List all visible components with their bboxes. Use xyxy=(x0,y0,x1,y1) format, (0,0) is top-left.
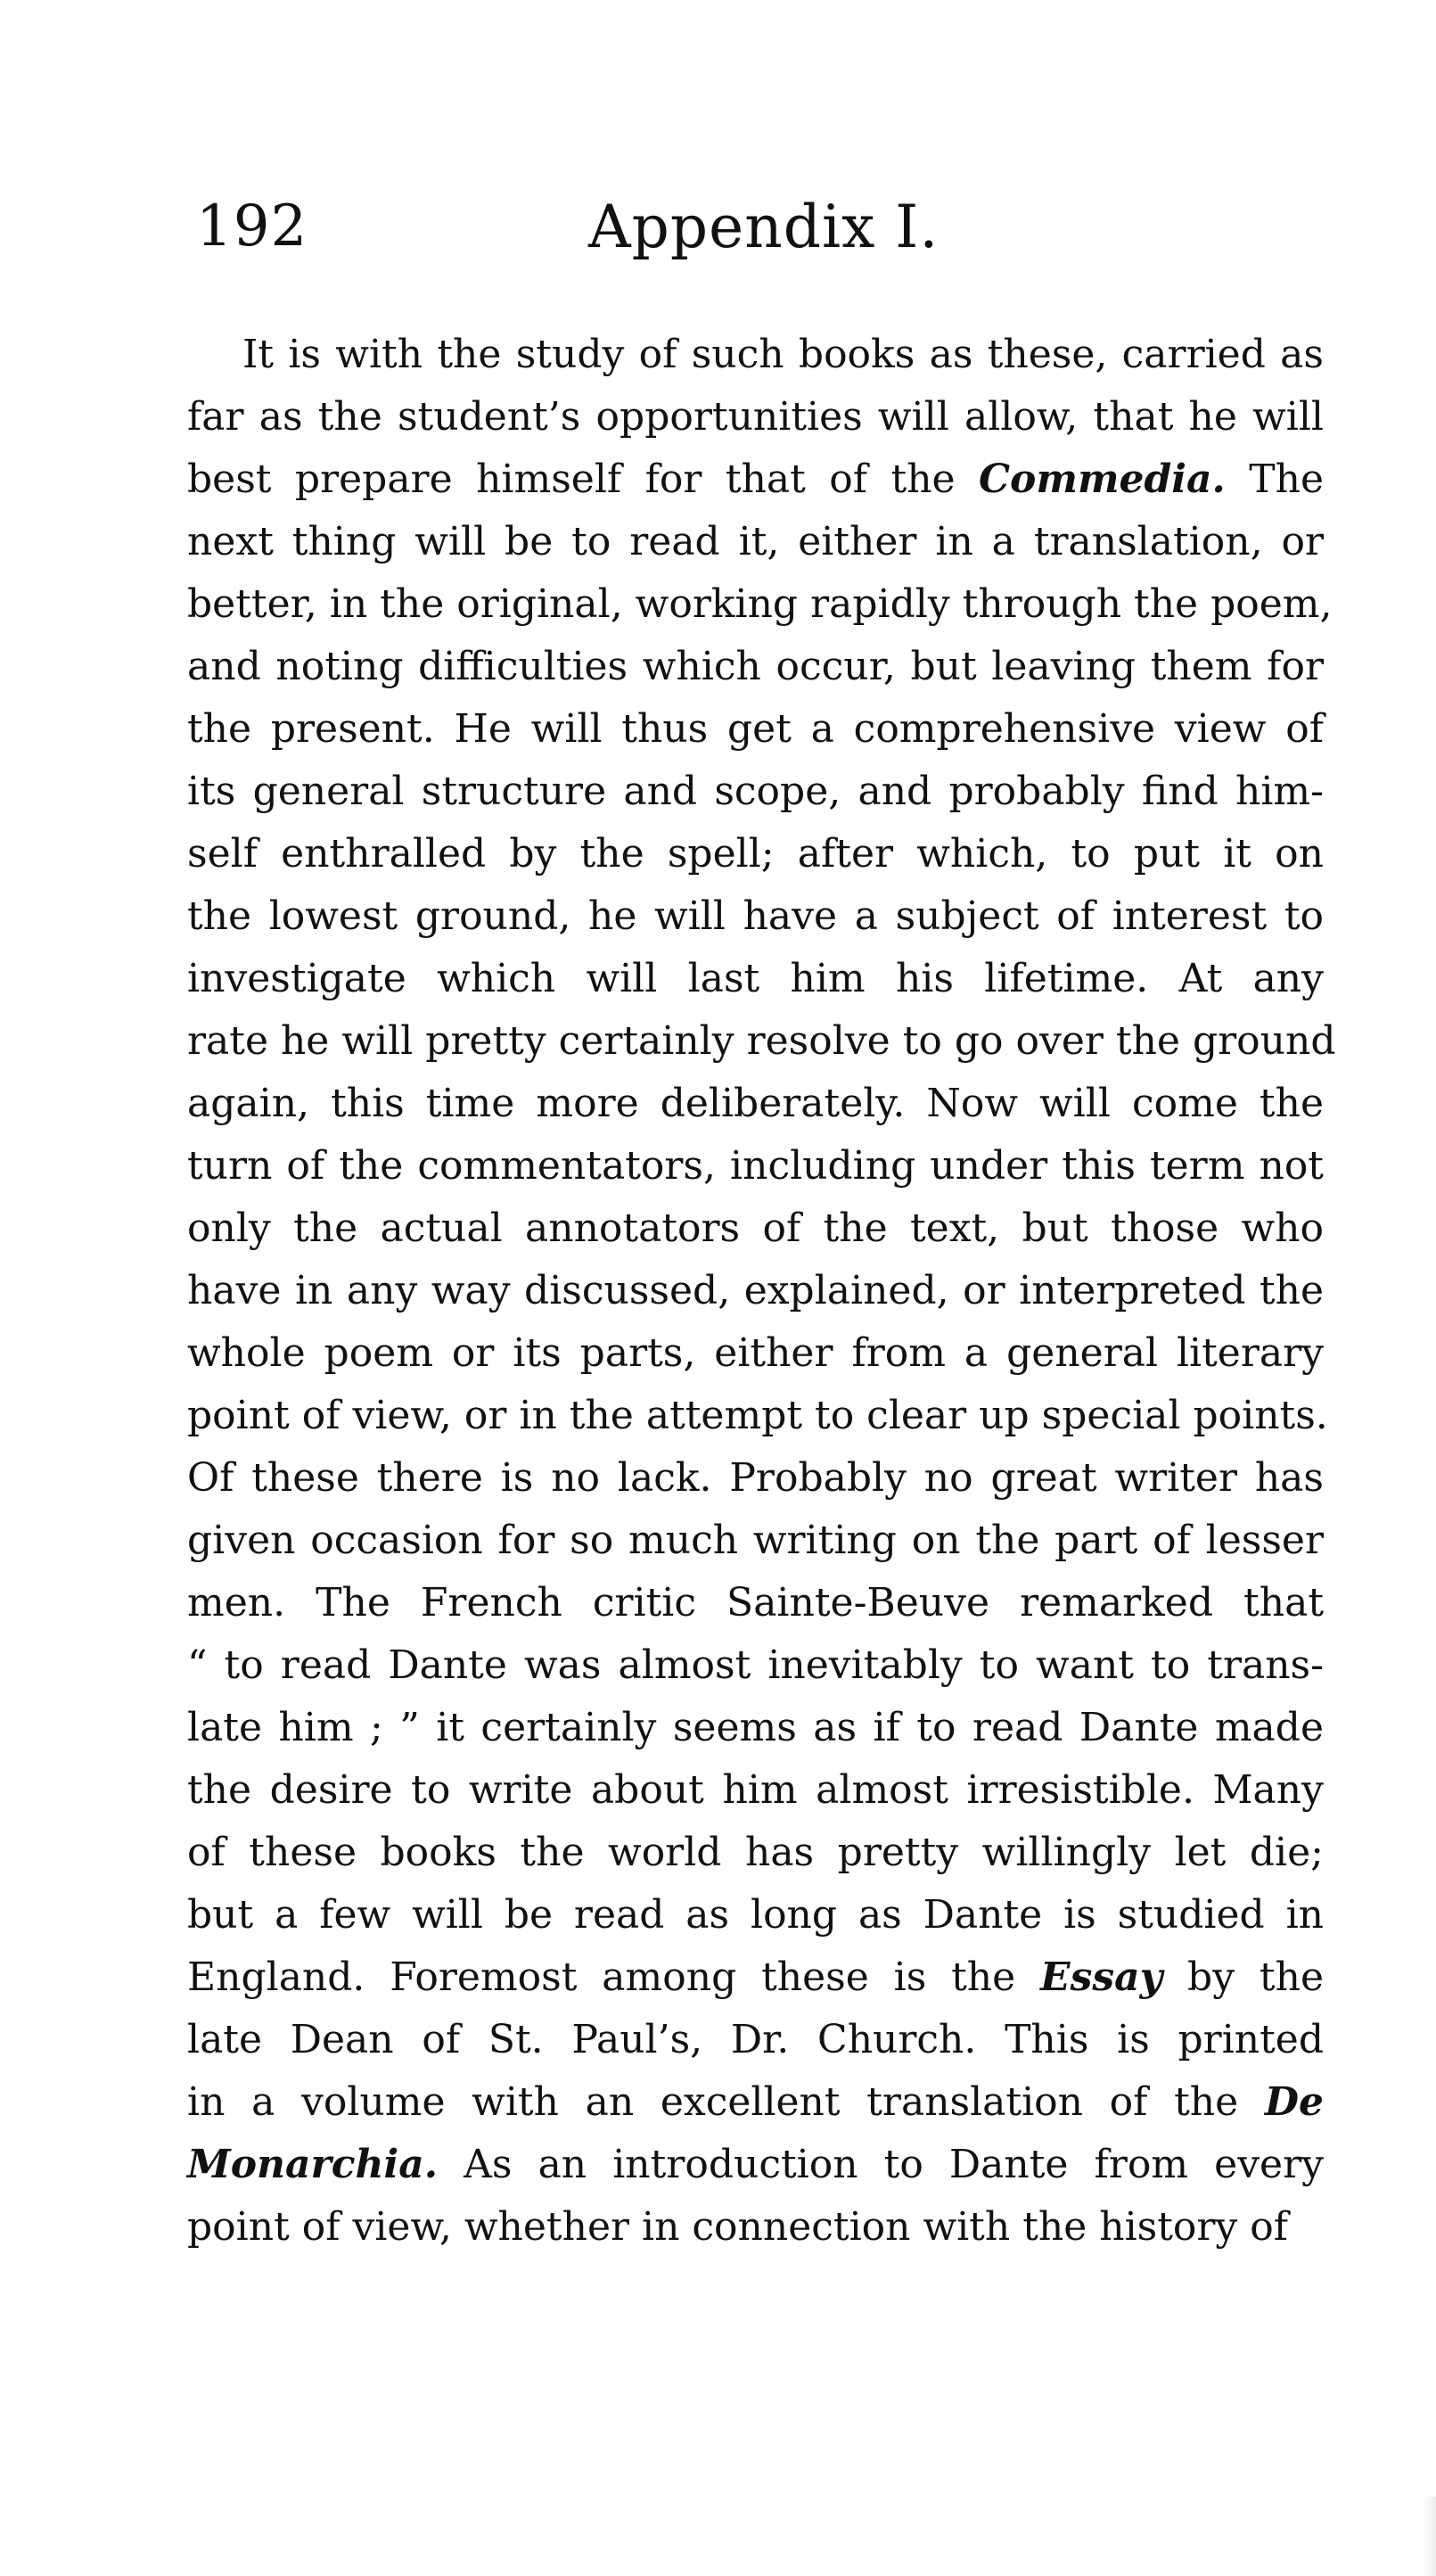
body-paragraph xyxy=(187,324,1336,2259)
text-line: point of view, whether in connection with the history of xyxy=(187,2204,1289,2250)
italic-title-de: De xyxy=(1264,2079,1324,2125)
text-line: turn of the commentators, including under this term not xyxy=(187,1143,1324,1189)
text-line: best prepare himself for that of the Commedia. The xyxy=(187,457,1325,502)
text-line: in a volume with an excellent translation of the De xyxy=(187,2079,1324,2125)
text-line: England. Foremost among these is the Essay by the xyxy=(187,1955,1324,2000)
text-line: late him ; ” it certainly seems as if to read Dante made xyxy=(187,1705,1324,1750)
text-line: point of view, or in the attempt to clear up special points. xyxy=(187,1393,1328,1438)
text-line: far as the student’s opportunities will allow, that he will xyxy=(187,394,1324,440)
text-line: only the actual annotators of the text, but those who xyxy=(187,1206,1324,1251)
text-line: the lowest ground, he will have a subject of interest to xyxy=(187,893,1324,939)
text-line: Monarchia. As an introduction to Dante from every xyxy=(187,2142,1324,2187)
text-line: given occasion for so much writing on the part of lesser xyxy=(187,1518,1324,1563)
italic-title-monarchia: Monarchia. xyxy=(187,2142,439,2187)
page-number: 192 xyxy=(196,193,308,259)
text-line: It is with the study of such books as these, carried as xyxy=(242,332,1324,377)
text-line: Of these there is no lack. Probably no great writer has xyxy=(187,1455,1324,1501)
italic-title-commedia: Commedia. xyxy=(979,457,1226,502)
running-head: Appendix I. xyxy=(588,193,940,261)
text-line: investigate which will last him his lifetime. At any xyxy=(187,956,1324,1001)
text-line: self enthralled by the spell; after which, to put it on xyxy=(187,831,1324,876)
text-line: whole poem or its parts, either from a general literary xyxy=(187,1330,1324,1376)
text-line: the present. He will thus get a comprehensive view of xyxy=(187,706,1324,752)
text-line: “ to read Dante was almost inevitably to want to trans- xyxy=(187,1642,1324,1688)
text-line: of these books the world has pretty willingly let die; xyxy=(187,1830,1324,1875)
text-line: its general structure and scope, and probably find him- xyxy=(187,769,1324,814)
text-line: the desire to write about him almost irresistible. Many xyxy=(187,1767,1324,1813)
italic-title-essay: Essay xyxy=(1040,1955,1163,2000)
text-line: rate he will pretty certainly resolve to go over the ground xyxy=(187,1018,1336,1064)
text-line: again, this time more deliberately. Now will come the xyxy=(187,1081,1324,1126)
text-line: but a few will be read as long as Dante is studied in xyxy=(187,1892,1324,1938)
text-line: and noting difficulties which occur, but leaving them for xyxy=(187,644,1324,689)
page-edge-mark xyxy=(1424,2497,1436,2576)
text-line: next thing will be to read it, either in a translation, or xyxy=(187,519,1324,564)
text-line: men. The French critic Sainte-Beuve remarked that xyxy=(187,1580,1324,1625)
text-line: have in any way discussed, explained, or interpreted the xyxy=(187,1268,1324,1313)
text-line: late Dean of St. Paul’s, Dr. Church. This is printed xyxy=(187,2017,1324,2062)
text-line: better, in the original, working rapidly through the poem, xyxy=(187,581,1333,627)
